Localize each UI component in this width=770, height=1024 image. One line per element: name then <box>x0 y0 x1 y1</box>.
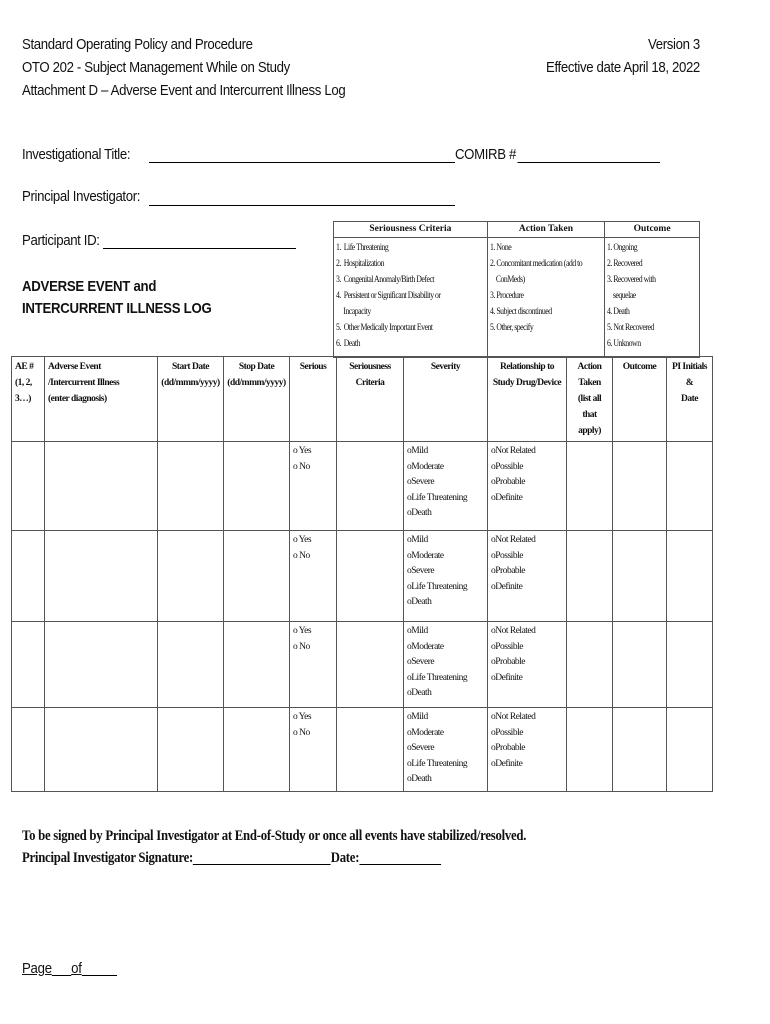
legend-item: 6. Unknown <box>607 339 641 349</box>
checkbox-option[interactable]: oDeath <box>407 688 432 698</box>
log-title-line-1: ADVERSE EVENT and <box>22 278 157 295</box>
signature-block <box>22 825 526 869</box>
log-column-header-line: (list all <box>577 394 602 404</box>
legend-item: 5. Not Recovered <box>607 323 655 333</box>
log-column-header-line: Action <box>577 362 602 372</box>
signature-line <box>22 847 526 869</box>
checkbox-option[interactable]: oProbable <box>491 477 526 487</box>
log-column-header-line: that apply) <box>578 410 601 436</box>
signature-instructions: To be signed by Principal Investigator at End-of-Study or once all events have stabilized/resolved. <box>22 828 527 844</box>
log-column-header-line: Study Drug/Device <box>492 378 562 388</box>
log-cell[interactable] <box>158 442 224 531</box>
log-column-header <box>158 357 224 442</box>
log-column-header-line: /Intercurrent Illness <box>48 378 120 388</box>
log-column-header-line: Severity <box>430 362 461 372</box>
investigational-title-label: Investigational Title: <box>22 146 131 163</box>
log-cell[interactable] <box>224 442 290 531</box>
log-cell[interactable] <box>488 708 567 792</box>
investigational-title-field[interactable] <box>149 162 660 163</box>
log-column-header <box>488 357 567 442</box>
log-cell[interactable] <box>12 708 45 792</box>
checkbox-option[interactable]: oProbable <box>491 743 526 753</box>
checkbox-option[interactable]: oDefinite <box>491 758 523 769</box>
checkbox-option[interactable]: oSevere <box>407 743 435 753</box>
log-cell[interactable] <box>12 622 45 708</box>
checkbox-option[interactable]: oModerate <box>407 550 444 561</box>
checkbox-option[interactable]: oLife Threatening <box>407 581 468 592</box>
effective-date: Effective date April 18, 2022 <box>546 59 700 76</box>
legend-header-action: Action Taken <box>487 222 604 238</box>
signature-field[interactable] <box>193 847 331 865</box>
legend-item: 3. Congenital Anomaly/Birth Defect <box>336 275 435 285</box>
log-column-header-line: PI Initials <box>672 362 707 372</box>
log-column-header-line: Seriousness <box>349 362 391 372</box>
checkbox-option[interactable]: o No <box>293 727 310 738</box>
signature-label: Principal Investigator Signature: <box>22 850 194 866</box>
legend-item: 4. Death <box>607 307 630 317</box>
checkbox-option[interactable]: o No <box>293 641 310 652</box>
log-cell[interactable] <box>45 531 158 622</box>
log-cell[interactable] <box>613 708 667 792</box>
principal-investigator-field[interactable] <box>149 205 455 206</box>
checkbox-option[interactable]: o No <box>293 461 310 472</box>
log-cell[interactable] <box>667 531 713 622</box>
log-cell[interactable] <box>224 708 290 792</box>
log-cell[interactable] <box>290 708 337 792</box>
legend-outcome-list <box>605 238 700 358</box>
log-cell[interactable] <box>158 622 224 708</box>
legend-item: 3. Recovered with <box>607 275 656 285</box>
log-cell[interactable] <box>613 442 667 531</box>
legend-item: 2. Recovered <box>607 259 643 269</box>
log-column-header <box>290 357 337 442</box>
page-number-field[interactable] <box>52 960 71 976</box>
log-cell[interactable] <box>158 531 224 622</box>
checkbox-option[interactable]: oDefinite <box>491 581 523 592</box>
legend-table <box>333 221 700 358</box>
log-column-header-line: & <box>685 378 694 388</box>
log-cell[interactable] <box>567 442 613 531</box>
log-cell[interactable] <box>12 531 45 622</box>
log-column-header-line: Start Date <box>172 362 209 372</box>
log-cell[interactable] <box>667 622 713 708</box>
header-line-1: Standard Operating Policy and Procedure <box>22 36 253 53</box>
log-cell[interactable] <box>488 531 567 622</box>
log-cell[interactable] <box>337 708 404 792</box>
legend-item: ConMeds) <box>489 275 525 285</box>
log-cell[interactable] <box>290 622 337 708</box>
log-column-header-line: (enter diagnosis) <box>48 394 107 404</box>
legend-header-outcome: Outcome <box>605 222 700 238</box>
log-column-header <box>337 357 404 442</box>
legend-item: 2. Hospitalization <box>336 259 384 269</box>
legend-item: 5. Other Medically Important Event <box>336 323 433 333</box>
table-row <box>12 622 713 708</box>
log-body <box>12 442 713 792</box>
checkbox-option[interactable]: oPossible <box>491 641 523 652</box>
log-column-header-line: Taken <box>578 378 601 388</box>
legend-item: 2. Concomitant medication (add to <box>489 259 582 269</box>
log-column-header-line: Outcome <box>622 362 657 372</box>
legend-action-list <box>487 238 604 358</box>
log-cell[interactable] <box>12 442 45 531</box>
checkbox-option[interactable]: oModerate <box>407 727 444 738</box>
page-total-field[interactable] <box>82 960 117 976</box>
log-header-row <box>12 357 713 442</box>
log-column-header-line: Stop Date <box>238 362 275 372</box>
log-cell[interactable] <box>404 708 488 792</box>
checkbox-option[interactable]: oNot Related <box>491 535 536 545</box>
log-cell[interactable] <box>613 622 667 708</box>
checkbox-option[interactable]: oProbable <box>491 657 526 667</box>
checkbox-option[interactable]: o Yes <box>293 446 312 456</box>
log-column-header <box>45 357 158 442</box>
log-cell[interactable] <box>567 622 613 708</box>
page-footer <box>22 960 117 977</box>
date-label: Date: <box>330 850 360 866</box>
legend-seriousness-list <box>334 238 488 358</box>
log-column-header-line: Criteria <box>355 378 385 388</box>
page-label: Page <box>22 960 52 977</box>
legend-header-seriousness: Seriousness Criteria <box>334 222 488 238</box>
log-column-header <box>567 357 613 442</box>
table-row <box>12 531 713 622</box>
log-cell[interactable] <box>488 442 567 531</box>
checkbox-option[interactable]: o Yes <box>293 626 312 636</box>
checkbox-option[interactable]: oSevere <box>407 566 435 576</box>
checkbox-option[interactable]: oDefinite <box>491 672 523 683</box>
table-row <box>12 708 713 792</box>
checkbox-option[interactable]: oLife Threatening <box>407 672 468 683</box>
log-column-header-line: Adverse Event <box>48 362 101 372</box>
checkbox-option[interactable]: oMild <box>407 626 428 636</box>
checkbox-option[interactable]: oLife Threatening <box>407 492 468 503</box>
header-line-2: OTO 202 - Subject Management While on Study <box>22 59 290 76</box>
checkbox-option[interactable]: oProbable <box>491 566 526 576</box>
log-cell[interactable] <box>404 622 488 708</box>
checkbox-option[interactable]: oDeath <box>407 508 432 518</box>
log-cell[interactable] <box>404 442 488 531</box>
checkbox-option[interactable]: oModerate <box>407 461 444 472</box>
legend-item: 4. Persistent or Significant Disability or <box>336 291 441 301</box>
signature-date-field[interactable] <box>359 847 441 865</box>
principal-investigator-label: Principal Investigator: <box>22 188 141 205</box>
log-cell[interactable] <box>667 708 713 792</box>
log-title-line-2: INTERCURRENT ILLNESS LOG <box>22 300 212 317</box>
log-column-header-line: Relationship to <box>500 362 554 372</box>
log-cell[interactable] <box>290 531 337 622</box>
log-cell[interactable] <box>337 622 404 708</box>
log-cell[interactable] <box>158 708 224 792</box>
checkbox-option[interactable]: oPossible <box>491 461 523 472</box>
checkbox-option[interactable]: oSevere <box>407 657 435 667</box>
log-column-header <box>667 357 713 442</box>
log-cell[interactable] <box>567 531 613 622</box>
checkbox-option[interactable]: oDeath <box>407 774 432 784</box>
log-column-header-line: (dd/mmm/yyyy) <box>227 378 286 388</box>
header-line-3: Attachment D – Adverse Event and Intercurrent Illness Log <box>22 82 346 99</box>
legend-item: 6. Death <box>336 339 360 349</box>
log-cell[interactable] <box>290 442 337 531</box>
checkbox-option[interactable]: o No <box>293 550 310 561</box>
checkbox-option[interactable]: oDeath <box>407 597 432 607</box>
legend-item: 1. None <box>489 243 512 253</box>
legend-item: 3. Procedure <box>489 291 524 301</box>
log-cell[interactable] <box>45 442 158 531</box>
table-row <box>12 442 713 531</box>
participant-id-label: Participant ID: <box>22 232 100 249</box>
log-cell[interactable] <box>224 622 290 708</box>
checkbox-option[interactable]: oLife Threatening <box>407 758 468 769</box>
log-column-header-line: Date <box>681 394 698 404</box>
log-cell[interactable] <box>45 708 158 792</box>
legend-item: 5. Other, specify <box>489 323 534 333</box>
log-column-header-line: (dd/mmm/yyyy) <box>161 378 220 388</box>
log-cell[interactable] <box>613 531 667 622</box>
legend-item: 4. Subject discontinued <box>489 307 552 317</box>
participant-id-field[interactable] <box>103 248 296 249</box>
checkbox-option[interactable]: oPossible <box>491 550 523 561</box>
log-column-header <box>404 357 488 442</box>
checkbox-option[interactable]: o Yes <box>293 712 312 722</box>
log-column-header <box>12 357 45 442</box>
checkbox-option[interactable]: oMild <box>407 535 428 545</box>
checkbox-option[interactable]: oPossible <box>491 727 523 738</box>
checkbox-option[interactable]: oMild <box>407 712 428 722</box>
log-column-header-line: Serious <box>299 362 327 372</box>
log-cell[interactable] <box>488 622 567 708</box>
log-cell[interactable] <box>337 531 404 622</box>
log-cell[interactable] <box>45 622 158 708</box>
of-label: of <box>71 960 82 977</box>
version-label: Version 3 <box>648 36 700 53</box>
log-title <box>22 276 211 320</box>
log-column-header <box>613 357 667 442</box>
checkbox-option[interactable]: o Yes <box>293 535 312 545</box>
comirb-label: COMIRB # <box>455 146 516 163</box>
checkbox-option[interactable]: oSevere <box>407 477 435 487</box>
log-column-header-line: (1, 2, <box>15 378 32 388</box>
document-header <box>22 33 345 102</box>
checkbox-option[interactable]: oNot Related <box>491 626 536 636</box>
log-cell[interactable] <box>404 531 488 622</box>
checkbox-option[interactable]: oNot Related <box>491 446 536 456</box>
version-block <box>546 33 700 79</box>
legend-item: 1. Ongoing <box>607 243 638 253</box>
checkbox-option[interactable]: oNot Related <box>491 712 536 722</box>
checkbox-option[interactable]: oDefinite <box>491 492 523 503</box>
log-cell[interactable] <box>567 708 613 792</box>
checkbox-option[interactable]: oModerate <box>407 641 444 652</box>
legend-item: sequelae <box>607 291 636 301</box>
checkbox-option[interactable]: oMild <box>407 446 428 456</box>
log-cell[interactable] <box>667 442 713 531</box>
log-cell[interactable] <box>224 531 290 622</box>
adverse-event-log-table <box>11 356 713 792</box>
legend-item: 1. Life Threatening <box>336 243 389 253</box>
log-column-header-line: 3…) <box>15 394 31 404</box>
log-cell[interactable] <box>337 442 404 531</box>
log-column-header <box>224 357 290 442</box>
legend-item: Incapacity <box>336 307 371 317</box>
log-column-header-line: AE # <box>15 362 34 372</box>
